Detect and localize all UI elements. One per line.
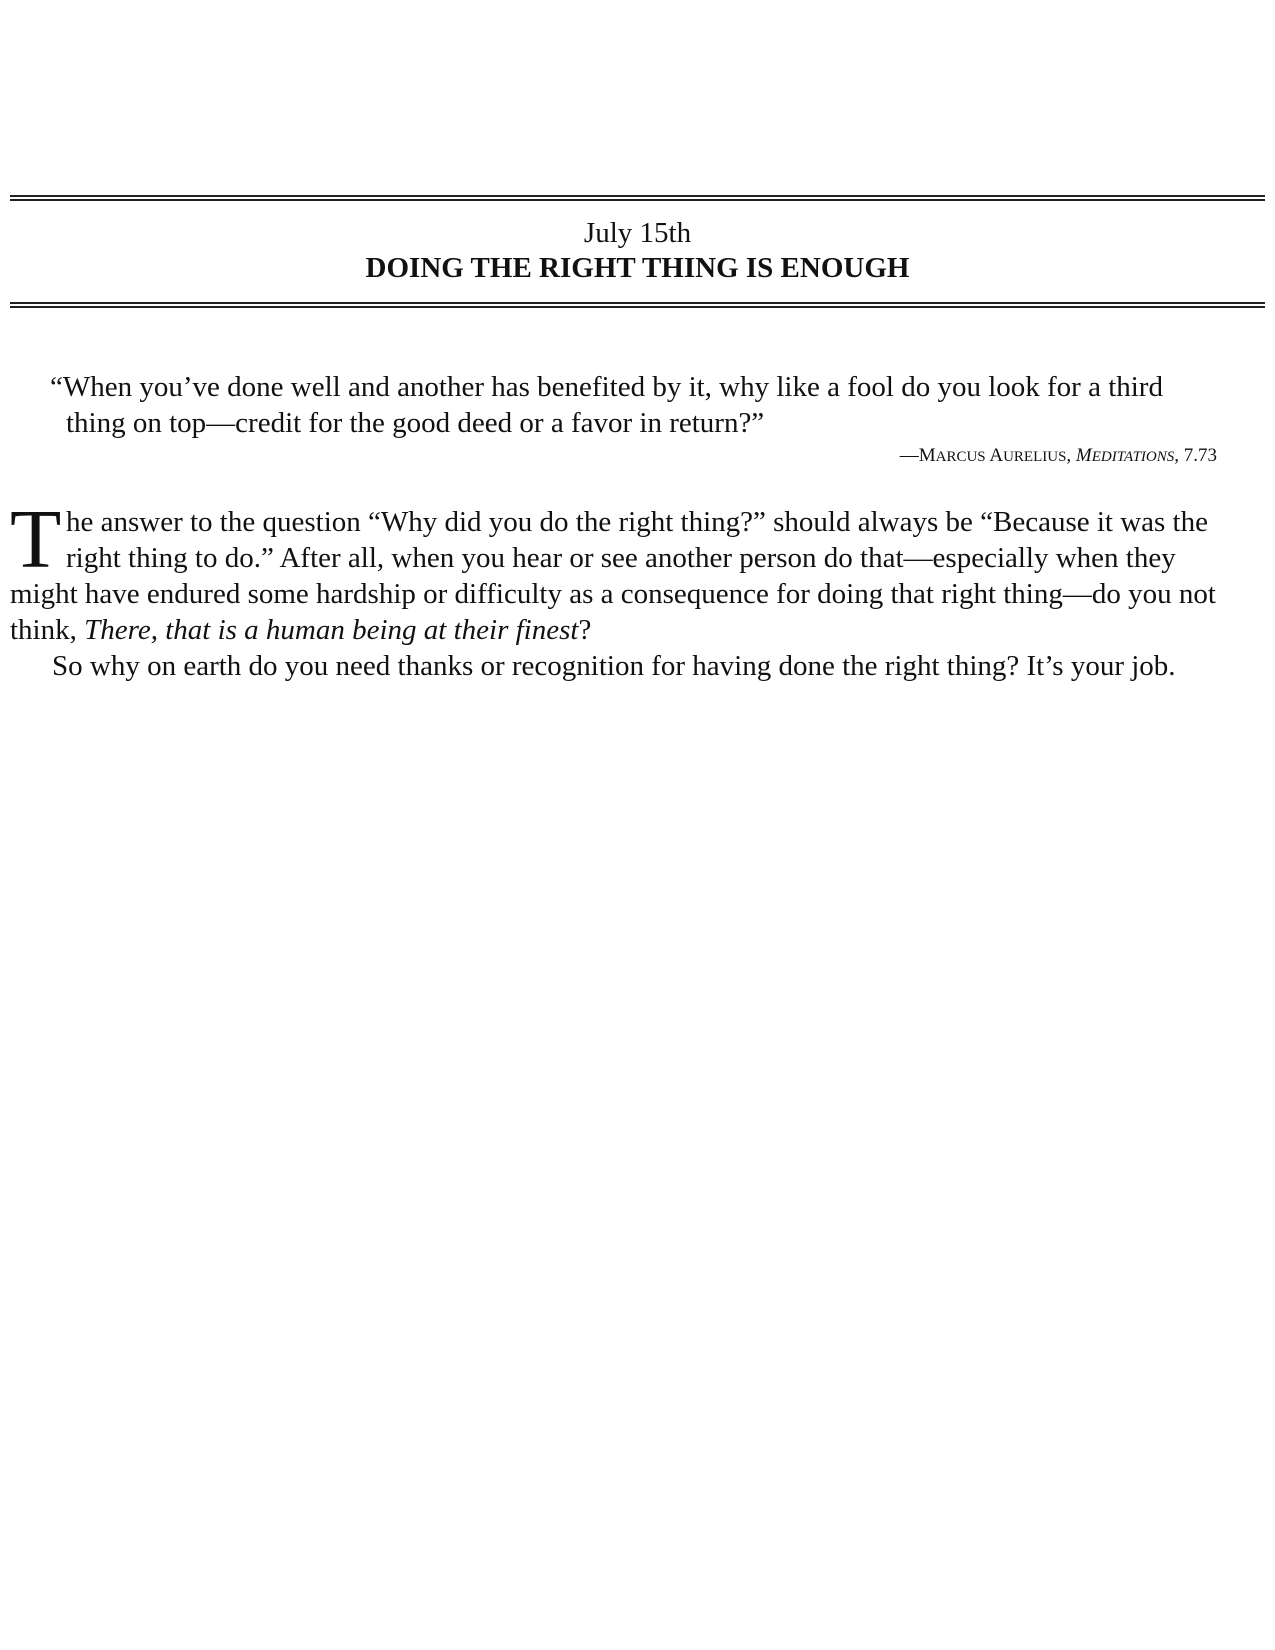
attribution-comma: , <box>1066 445 1076 466</box>
paragraph-1 <box>10 493 1265 648</box>
paragraph-1-line-1: he answer to the question “Why did you do the right thing?” should always be “Because it was the <box>66 506 1208 538</box>
paragraph-1-line-4-post: ? <box>578 614 592 646</box>
emphasis-text: There, that is a human being at their finest <box>84 614 579 646</box>
author-last-rest: URELIUS <box>1003 449 1067 465</box>
author-first-rest: ARCUS <box>935 449 986 465</box>
paragraph-1-line-3: might have endured some hardship or difficulty as a consequence for doing that right thing—do you not <box>10 578 1216 610</box>
author-last-initial: A <box>989 445 1004 466</box>
entry-body <box>10 493 1265 684</box>
attribution-reference: , 7.73 <box>1174 445 1217 466</box>
entry-title: DOING THE RIGHT THING IS ENOUGH <box>365 252 910 284</box>
work-initial: M <box>1075 445 1092 466</box>
epigraph-line-1: “When you’ve done well and another has benefited by it, why like a fool do you look for a third <box>50 371 1163 403</box>
author-first-initial: M <box>918 445 936 466</box>
drop-cap: T <box>10 493 62 586</box>
epigraph-line-2: thing on top—credit for the good deed or a favor in return?” <box>66 407 765 439</box>
paragraph-2: So why on earth do you need thanks or recognition for having done the right thing? It’s your job. <box>52 650 1176 682</box>
epigraph-attribution <box>900 444 1217 469</box>
header-top-rule <box>10 195 1265 201</box>
entry-date: July 15th <box>583 217 692 249</box>
attribution-dash: — <box>899 445 919 466</box>
paragraph-1-line-2: right thing to do.” After all, when you hear or see another person do that—especially when they <box>66 542 1176 574</box>
header-bottom-rule <box>10 302 1265 308</box>
paragraph-1-line-4-pre: think, <box>10 614 85 646</box>
paragraph-1-line-4 <box>10 612 1265 648</box>
work-rest: EDITATIONS <box>1091 449 1175 465</box>
epigraph-quote <box>50 369 1230 441</box>
